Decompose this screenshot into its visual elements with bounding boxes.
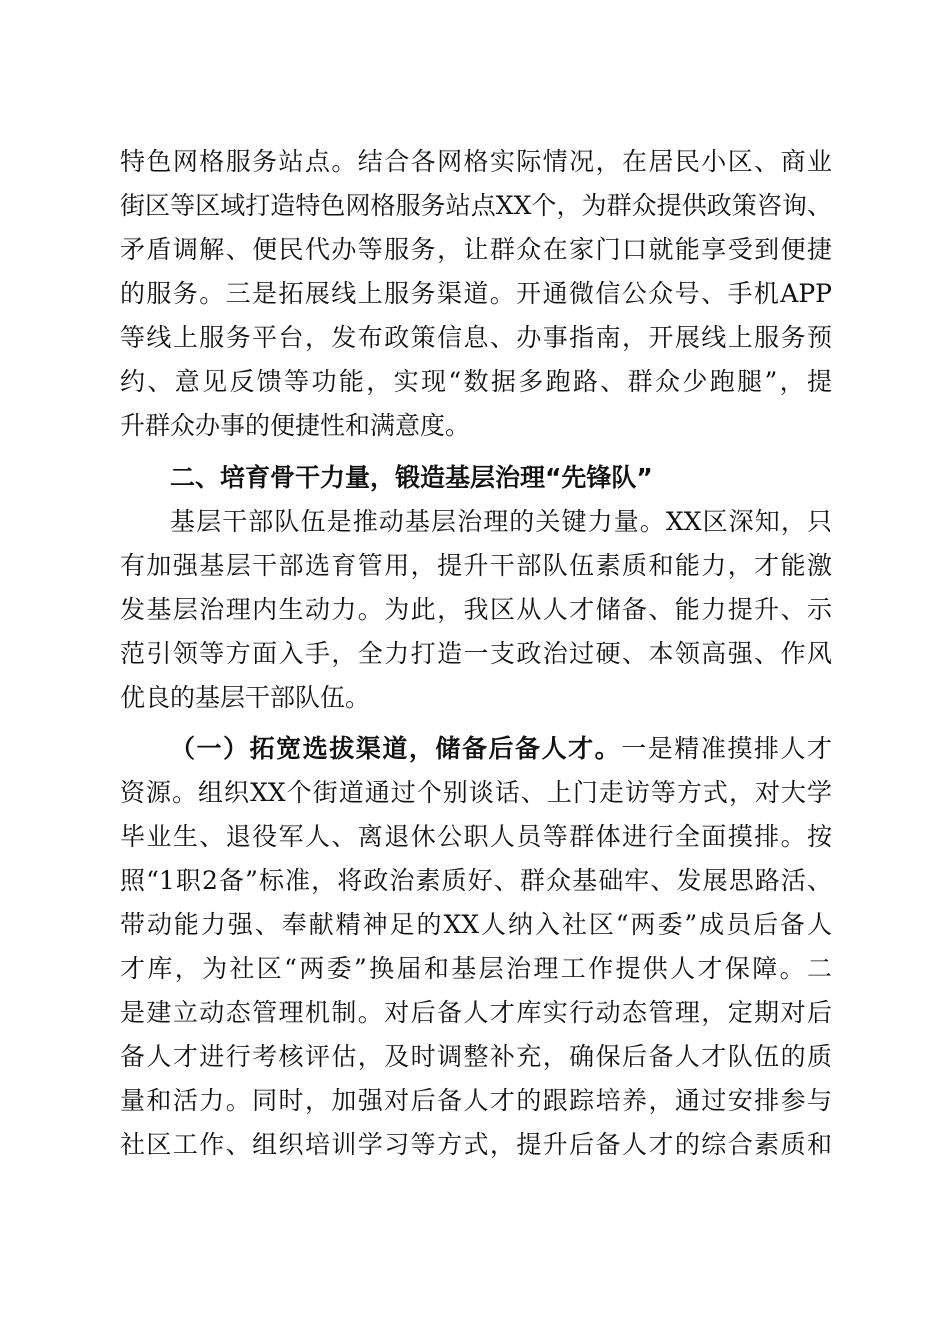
text-line: 社区工作、组织培训学习等方式，提升后备人才的综合素质和	[120, 1130, 832, 1159]
text-line: 是建立动态管理机制。对后备人才库实行动态管理，定期对后	[120, 998, 832, 1027]
text-line: 备人才进行考核评估，及时调整补充，确保后备人才队伍的质	[120, 1042, 832, 1071]
text-line: 量和活力。同时，加强对后备人才的跟踪培养，通过安排参与	[120, 1086, 832, 1115]
text-line: 有加强基层干部选育管用，提升干部队伍素质和能力，才能激	[120, 551, 832, 580]
text-line: 特色网格服务站点。结合各网格实际情况，在居民小区、商业	[120, 147, 832, 176]
text-line: 照“1职2备”标准，将政治素质好、群众基础牢、发展思路活、	[120, 866, 832, 895]
text-line: 范引领等方面入手，全力打造一支政治过硬、本领高强、作风	[120, 639, 832, 668]
subsection-heading: （一）拓宽选拔渠道，储备后备人才。	[170, 734, 622, 763]
text-line: 才库，为社区“两委”换届和基层治理工作提供人才保障。二	[120, 954, 832, 983]
text-line: 升群众办事的便捷性和满意度。	[120, 411, 471, 440]
subsection-line	[170, 727, 832, 771]
text-line: 基层干部队伍是推动基层治理的关键力量。XX区深知，只	[170, 507, 832, 536]
text-line: 矛盾调解、便民代办等服务，让群众在家门口就能享受到便捷	[120, 235, 832, 264]
text-line: 带动能力强、奉献精神足的XX人纳入社区“两委”成员后备人	[120, 910, 832, 939]
section-heading: 二、培育骨干力量，锻造基层治理“先锋队”	[170, 463, 653, 492]
text-line: 资源。组织XX个街道通过个别谈话、上门走访等方式，对大学	[120, 778, 832, 807]
text-line: 等线上服务平台，发布政策信息、办事指南，开展线上服务预	[120, 323, 832, 352]
text-line: 优良的基层干部队伍。	[120, 683, 371, 712]
text-run: 一是精准摸排人才	[621, 734, 832, 763]
text-line: 的服务。三是拓展线上服务渠道。开通微信公众号、手机APP	[120, 279, 832, 308]
text-line: 毕业生、退役军人、离退休公职人员等群体进行全面摸排。按	[120, 822, 832, 851]
text-line: 街区等区域打造特色网格服务站点XX个，为群众提供政策咨询、	[120, 191, 832, 220]
text-line: 发基层治理内生动力。为此，我区从人才储备、能力提升、示	[120, 595, 832, 624]
text-line: 约、意见反馈等功能，实现“数据多跑路、群众少跑腿”，提	[120, 367, 832, 396]
